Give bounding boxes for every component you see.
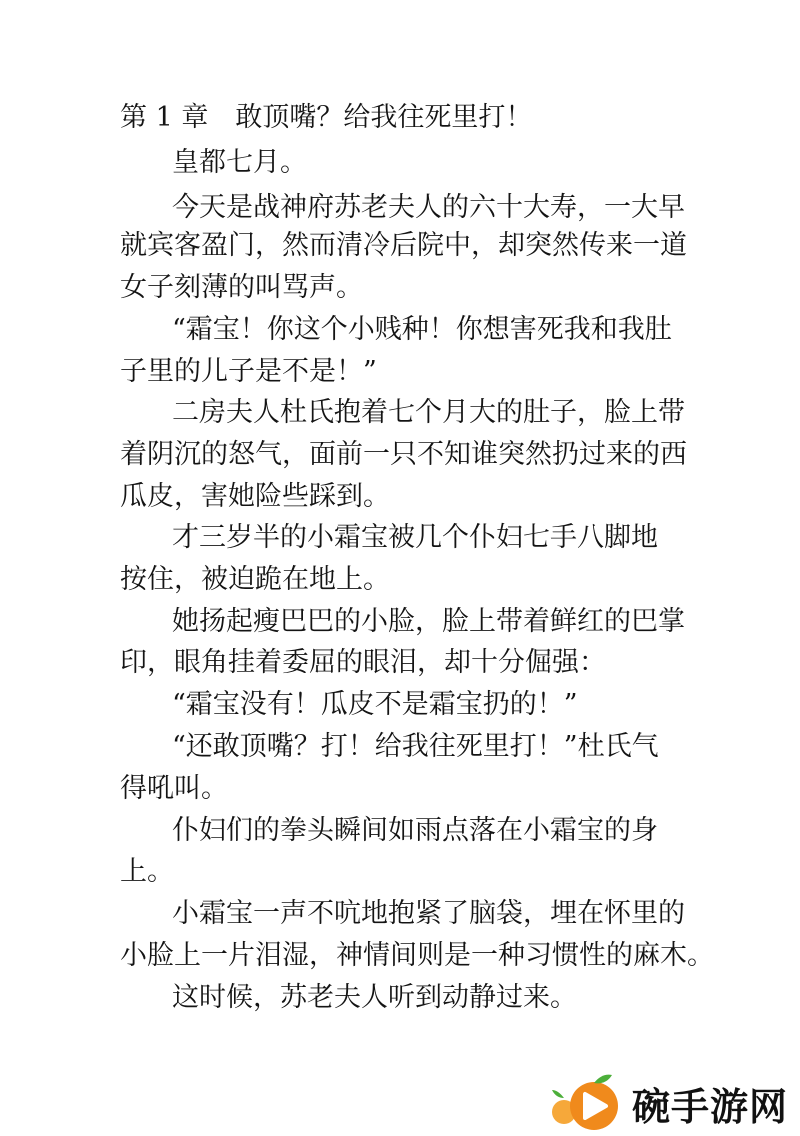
- paragraph-line: 得吼叫。: [120, 773, 228, 804]
- paragraph-line: 就宾客盈门，然而清冷后院中，却突然传来一道: [120, 230, 687, 261]
- paragraph-line: 瓜皮，害她险些踩到。: [120, 481, 390, 512]
- paragraph-line: 皇都七月。: [172, 147, 307, 178]
- paragraph-line: 今天是战神府苏老夫人的六十大寿，一大早: [172, 192, 685, 223]
- paragraph-line: 上。: [120, 856, 174, 887]
- paragraph-line: 着阴沉的怒气，面前一只不知谁突然扔过来的西: [120, 439, 687, 470]
- paragraph-line: 女子刻薄的叫骂声。: [120, 272, 363, 303]
- paragraph-line: “霜宝！你这个小贱种！你想害死我和我肚: [172, 314, 672, 345]
- paragraph-line: 仆妇们的拳头瞬间如雨点落在小霜宝的身: [172, 815, 658, 846]
- paragraph-line: “霜宝没有！瓜皮不是霜宝扔的！”: [172, 689, 578, 720]
- paragraph-line: 小脸上一片泪湿，神情间则是一种习惯性的麻木。: [120, 940, 714, 971]
- orange-play-icon: [550, 1072, 630, 1132]
- paragraph-line: 印，眼角挂着委屈的眼泪，却十分倔强：: [120, 647, 606, 678]
- paragraph-line: 子里的儿子是不是！”: [120, 356, 377, 387]
- paragraph-line: “还敢顶嘴？打！给我往死里打！”杜氏气: [172, 731, 659, 762]
- paragraph-line: 按住，被迫跪在地上。: [120, 564, 390, 595]
- paragraph-line: 二房夫人杜氏抱着七个月大的肚子，脸上带: [172, 397, 685, 428]
- paragraph-line: 小霜宝一声不吭地抱紧了脑袋，埋在怀里的: [172, 898, 685, 929]
- paragraph-line: 这时候，苏老夫人听到动静过来。: [172, 982, 577, 1013]
- paragraph-line: 才三岁半的小霜宝被几个仆妇七手八脚地: [172, 522, 658, 553]
- brand-name: 碗手游网: [632, 1085, 789, 1129]
- chapter-title: 第 1 章 敢顶嘴？给我往死里打！: [120, 102, 533, 133]
- paragraph-line: 她扬起瘦巴巴的小脸，脸上带着鲜红的巴掌: [172, 606, 685, 637]
